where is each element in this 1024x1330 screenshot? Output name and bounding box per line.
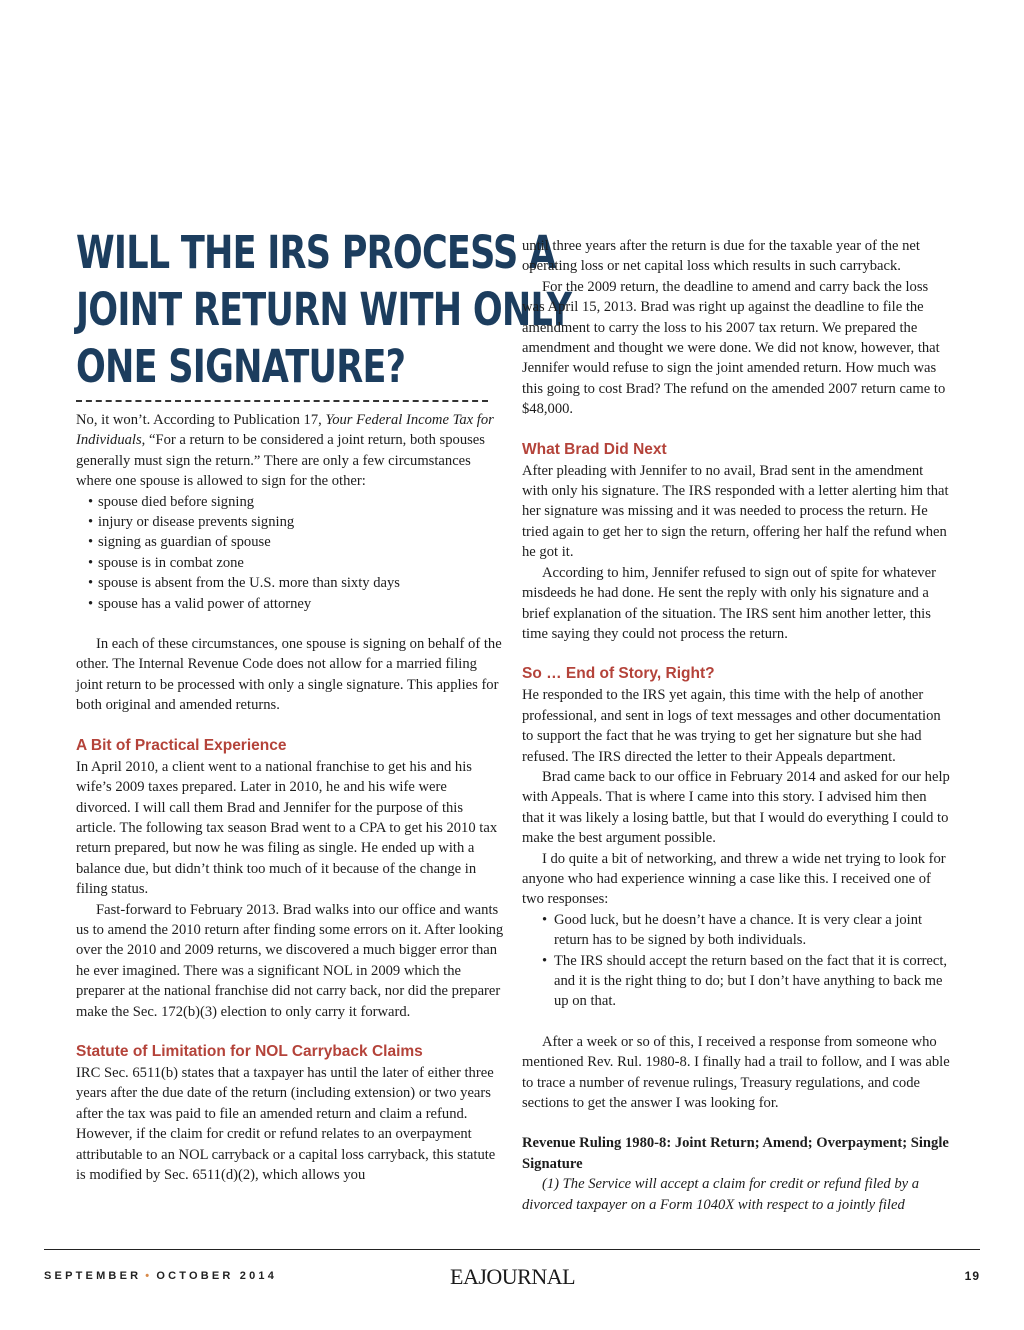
list-item: • spouse died before signing xyxy=(88,492,504,512)
list-item: • signing as guardian of spouse xyxy=(88,532,504,552)
right-column xyxy=(522,236,950,1215)
title-line-2: JOINT RETURN WITH ONLY xyxy=(76,283,572,336)
list-item: • injury or disease prevents signing xyxy=(88,512,504,532)
list-item: • The IRS should accept the return based on the fact that it is correct, and it is the right thing to do; but I don’t have anything to back me up on that. xyxy=(542,951,950,1012)
body-paragraph: According to him, Jennifer refused to sign out of spite for whatever misdeeds he had done. He sent the reply with only his signature and a brief explanation of the situation. The IRS sent him another letter, this time saying they could not process the return. xyxy=(522,564,936,642)
title-divider xyxy=(76,400,488,402)
body-paragraph: In each of these circumstances, one spouse is signing on behalf of the other. The Internal Revenue Code does not allow for a married filing joint return to be processed with only a single signature. This applies for both original and amended returns. xyxy=(76,636,502,714)
issue-date: SEPTEMBER • OCTOBER 2014 xyxy=(44,1270,278,1282)
body-paragraph: Brad came back to our office in February 2014 and asked for our help with Appeals. That is where I came into this story. I advised him then that it was likely a losing battle, but that I would do everything I could to make the best argument possible. xyxy=(522,768,950,847)
section-heading-practical-experience: A Bit of Practical Experience xyxy=(76,736,287,754)
journal-logo: EAJOURNAL xyxy=(450,1264,576,1289)
section-heading-what-brad-did-next: What Brad Did Next xyxy=(522,440,667,458)
intro-paragraph: No, it won’t. According to Publication 17, Your Federal Income Tax for Individuals, “For a return to be considered a joint return, both spouses generally must sign the return.” There are only a few circumstances where one spouse is allowed to sign for the other: xyxy=(76,412,494,490)
body-paragraph: For the 2009 return, the deadline to amend and carry back the loss was April 15, 2013. Brad was right up against the deadline to file the amendment to carry the loss to his 2007 tax return. We prepared the amendment and thought we were done. We did not know, however, that Jennifer would refuse to sign the joint amended return. How much was this going to cost Brad? The refund on the amended 2007 return came to $48,000. xyxy=(522,278,946,418)
list-item: • spouse is absent from the U.S. more than sixty days xyxy=(88,573,504,593)
body-paragraph: until three years after the return is due for the taxable year of the net operating loss or net capital loss which results in such carryback. xyxy=(522,238,920,275)
circumstances-list xyxy=(76,492,504,614)
body-paragraph: IRC Sec. 6511(b) states that a taxpayer has until the later of either three years after the due date of the return (including extension) or two years after the tax was paid to file an amended return and claim a refund. However, if the claim for credit or refund relates to an overpayment attributable to an NOL carryback or a capital loss carryback, this statute is modified by Sec. 6511(d)(2), which allows you xyxy=(76,1064,496,1183)
body-paragraph: Fast-forward to February 2013. Brad walks into our office and wants us to amend the 2010 return after finding some errors on it. After looking over the 2010 and 2009 returns, we discovered a much bigger error than he ever imagined. There was a significant NOL in 2009 which the preparer at the national franchise did not carry back, nor did the preparer make the Sec. 172(b)(3) election to only carry it forward. xyxy=(76,901,504,1020)
responses-list xyxy=(522,910,950,1012)
body-paragraph: After a week or so of this, I received a response from someone who mentioned Rev. Rul. 1980-8. I finally had a trail to follow, and I was able to trace a number of revenue rulings, Treasury regulations, and code sections to get the answer I was looking for. xyxy=(522,1033,950,1112)
list-item: • Good luck, but he doesn’t have a chance. It is very clear a joint return has to be signed by both individuals. xyxy=(542,910,950,951)
section-heading-end-of-story: So … End of Story, Right? xyxy=(522,665,715,683)
title-line-1: WILL THE IRS PROCESS A xyxy=(76,226,556,279)
body-paragraph: I do quite a bit of networking, and threw a wide net trying to look for anyone who had experience winning a case like this. I received one of two responses: xyxy=(522,850,946,908)
footer-divider xyxy=(44,1249,980,1250)
section-heading-statute-of-limitation: Statute of Limitation for NOL Carryback Claims xyxy=(76,1042,423,1060)
body-paragraph: He responded to the IRS yet again, this time with the help of another professional, and sent in logs of text messages and other documentation to support the fact that he was trying to get her signature but she had refused. The IRS directed the letter to their Appeals department. xyxy=(522,687,941,765)
body-paragraph: In April 2010, a client went to a national franchise to get his and his wife’s 2009 taxes prepared. Later in 2010, he and his wife were divorced. I will call them Brad and Jennifer for the purpose of this article. The following tax season Brad went to a CPA to get his 2010 tax return prepared, but now he was filing as single. He ended up with a balance due, but didn’t think too much of it because of the change in filing status. xyxy=(76,758,498,898)
page-footer xyxy=(44,1264,980,1292)
left-column xyxy=(76,224,572,1185)
list-item: • spouse has a valid power of attorney xyxy=(88,594,504,614)
ruling-quote: (1) The Service will accept a claim for credit or refund filed by a divorced taxpayer on a Form 1040X with respect to a jointly filed xyxy=(522,1176,920,1213)
title-line-3: ONE SIGNATURE? xyxy=(76,340,406,393)
body-paragraph: After pleading with Jennifer to no avail, Brad sent in the amendment with only his signature. The IRS responded with a letter alerting him that her signature was missing and it was needed to process the return. He tried again to get her to sign the return, offering her half the refund when he got it. xyxy=(522,462,949,561)
ruling-heading: Revenue Ruling 1980-8: Joint Return; Amend; Overpayment; Single Signature xyxy=(522,1135,949,1172)
article-title xyxy=(76,224,572,395)
page-number: 19 xyxy=(964,1269,980,1283)
list-item: • spouse is in combat zone xyxy=(88,553,504,573)
separator-dot: • xyxy=(145,1270,153,1282)
publication-title: Your Federal Income Tax for Individuals xyxy=(76,412,494,449)
